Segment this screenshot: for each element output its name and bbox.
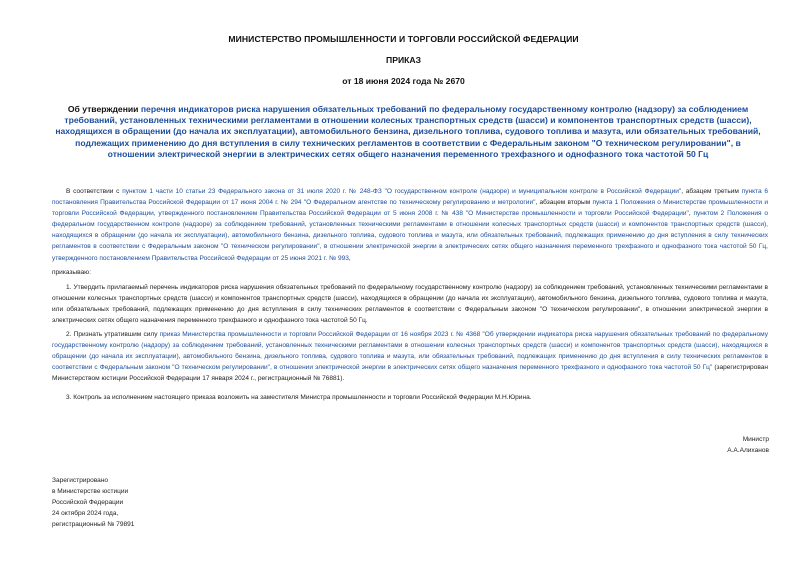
registration-line: в Министерстве юстиции [52, 488, 129, 496]
order-4368-link[interactable]: приказ Министерства промышленности и торговли Российской Федерации от 16 ноября 2023 г. № 4368 "Об утверждении индикатора риска нарушения обязательных требований по федеральному государственному контролю (надзору) за соблюдением требований, установленных техническими регламентами в отношении колесных транспортных средств (шасси) и компонентов транспортных средств (шасси), находящихся в обращении (до начала их эксплуатации), автомобильного бензина, дизельного топлива, судового топлива и мазута, или обязательных требований, подлежащих применению до дня вступления в силу технических регламентов в соответствии с Федеральным законом "О техническом регулировании", в отношении электрической энергии в электрических сетях общего назначения переменного трехфазного и однофазного тока частотой 50 Гц" [52, 331, 768, 372]
registration-number: регистрационный № 79891 [52, 521, 135, 529]
registration-line: Российской Федерации [52, 499, 124, 507]
preamble-paragraph [52, 186, 768, 264]
order-item-2-suffix: (зарегистрирован Министерством юстиции Российской Федерации 17 января 2024 г., регистрационный № 76881). [52, 364, 768, 383]
registration-date: 24 октября 2024 года, [52, 510, 119, 518]
order-item-3 [52, 392, 768, 403]
preamble-text: , абзацем третьим [681, 188, 742, 195]
law-248-link[interactable]: пунктом 1 части 10 статьи 23 Федерального закона от 31 июля 2020 г. № 248-ФЗ "О государственном контроле (надзоре) и муниципальном контроле в Российской Федерации" [122, 188, 682, 195]
title-link[interactable]: перечня индикаторов риска нарушения обязательных требований по федеральному государственному контролю (надзору) за соблюдением требований, установленных техническими регламентами в отношении колесных транспортных средств (шасси) и компонентов транспортных средств (шасси), находящихся в обращении (до начала их эксплуатации), автомобильного бензина, дизельного топлива, судового топлива и мазута, или обязательных требований, подлежащих применению до дня вступления в силу технических регламентов в соответствии с Федеральным законом "О техническом регулировании", в отношении электрической энергии в электрических сетях общего назначения переменного трехфазного и однофазного тока частотой 50 Гц [55, 104, 761, 159]
order-item-3-text: 3. Контроль за исполнением настоящего приказа возложить на заместителя Министра промышленности и торговли Российской Федерации М.Н.Юрина. [66, 394, 532, 401]
decree-294-link[interactable]: пункта 6 постановления Правительства Российской Федерации от 17 июня 2004 г. № 294 "О Федеральном агентстве по техническому регулированию и метрологии" [52, 188, 768, 207]
preamble-text: , [348, 254, 351, 262]
document-date-number: от 18 июня 2024 года № 2670 [342, 76, 465, 86]
registration-block [52, 475, 134, 530]
order-item-1 [52, 282, 768, 326]
title-prefix: Об утверждении [67, 104, 141, 114]
signatory-name: А.А.Алиханов [727, 447, 769, 455]
document-title [52, 104, 764, 160]
order-item-1-text: 1. Утвердить прилагаемый перечень индикаторов риска нарушения обязательных требований по федеральному государственному контролю (надзору) за соблюдением требований, установленных техническими регламентами в отношении колесных транспортных средств (шасси) и компонентов транспортных средств (шасси), находящихся в обращении (до начала их эксплуатации), автомобильного бензина, дизельного топлива, судового топлива и мазута, или обязательных требований, подлежащих применению до дня вступления в силу технических регламентов в соответствии с Федеральным законом "О техническом регулировании", в отношении электрической энергии в электрических сетях общего назначения переменного трехфазного и однофазного тока частотой 50 Гц. [52, 284, 768, 325]
registration-line: Зарегистрировано [52, 477, 109, 484]
preamble-text: В соответствии с [66, 188, 123, 195]
signatory-position: Министр [742, 436, 769, 443]
order-item-2-prefix: 2. Признать утратившим силу [66, 331, 160, 338]
preamble-text: , абзацем вторым [535, 199, 593, 207]
preamble-text: , [688, 210, 694, 218]
ministry-heading: МИНИСТЕРСТВО ПРОМЫШЛЕННОСТИ И ТОРГОВЛИ РОССИЙСКОЙ ФЕДЕРАЦИИ [228, 34, 579, 44]
order-word: приказываю: [52, 269, 91, 276]
decree-438-link[interactable]: пункта 1 Положения о Министерстве промышленности и торговли Российской Федерации, утвержденного постановлением Правительства Российской Федерации от 5 июня 2008 г. № 438 "О Министерстве промышленности и торговли Российской Федерации" [52, 199, 768, 218]
signature-block [727, 434, 769, 456]
document-type: ПРИКАЗ [386, 55, 421, 65]
order-item-2 [52, 329, 768, 384]
decree-993-link[interactable]: пунктом 2 Положения о федеральном государственном контроле (надзоре) за соблюдением требований, установленных техническими регламентами в отношении колесных транспортных средств (шасси) и компонентов транспортных средств (шасси), находящихся в обращении (до начала их эксплуатации), автомобильного бензина, дизельного топлива, судового топлива и мазута, или обязательных требований, подлежащих применению до дня вступления в силу технических регламентов в соответствии с Федеральным законом "О техническом регулировании", в отношении электрической энергии в электрических сетях общего назначения переменного трехфазного и однофазного тока частотой 50 Гц, утвержденного постановлением Правительства Российской Федерации от 25 июня 2021 г. № 993 [52, 210, 768, 262]
